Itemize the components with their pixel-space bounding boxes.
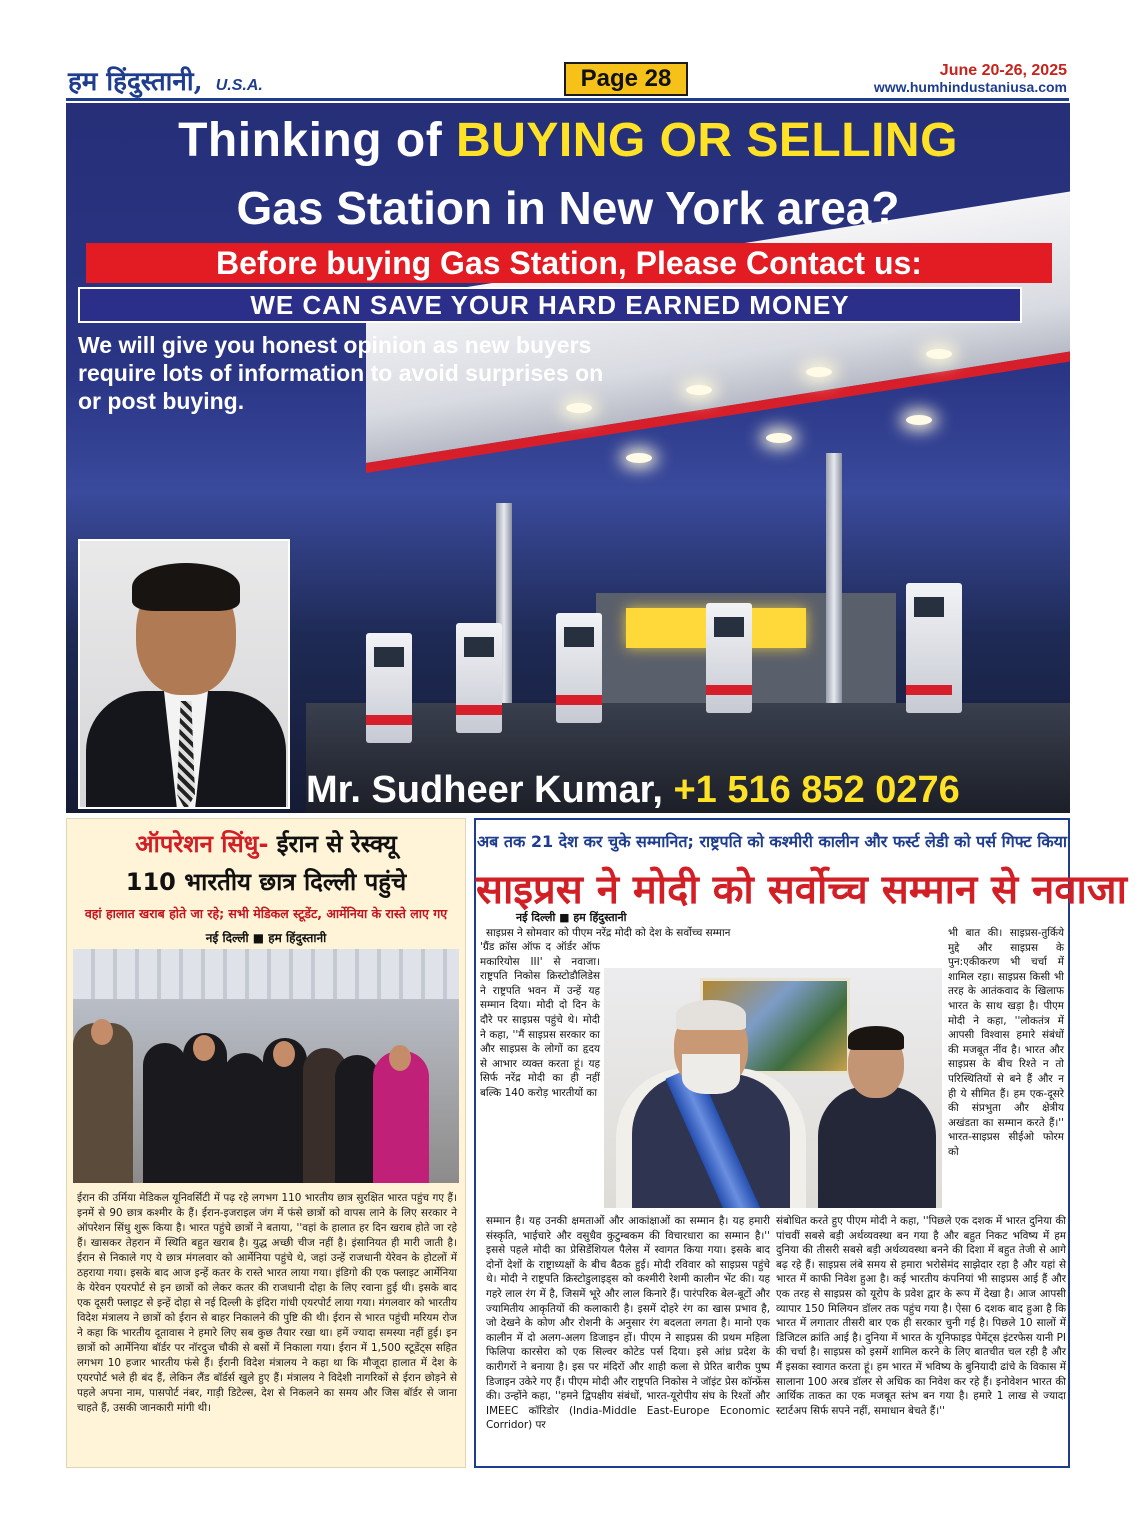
ad-headline-line1 (66, 113, 1070, 168)
president-hair (848, 1026, 904, 1050)
gas-station-advertisement (66, 103, 1070, 813)
canopy-light (686, 385, 712, 395)
canopy-light (766, 433, 792, 443)
masthead (0, 0, 1135, 100)
ad-headline-line2: Gas Station in New York area? (236, 182, 900, 234)
headline-red-part: ऑपरेशन सिंधु- (135, 830, 269, 858)
article-operation-sindhu (66, 818, 466, 1468)
contact-phone[interactable]: +1 516 852 0276 (673, 769, 960, 811)
portrait-hair (132, 563, 240, 611)
canopy-pillar (826, 453, 842, 713)
person-figure (223, 1053, 267, 1183)
person-face (273, 1041, 295, 1067)
ad-contact-banner (86, 243, 1052, 283)
ad-savings-box: WE CAN SAVE YOUR HARD EARNED MONEY (78, 287, 1022, 323)
article-headline: साइप्रस ने मोदी को सर्वोच्च सम्मान से नवाजा (476, 867, 1127, 913)
article-byline: नई दिल्ली ■ हम हिंदुस्तानी (205, 931, 327, 945)
ad-contact-banner-text: Before buying Gas Station, Please Contact us: (216, 245, 922, 281)
students-airport-photo (73, 949, 459, 1183)
article-kicker: अब तक 21 देश कर चुके सम्मानित; राष्ट्रपति को कश्मीरी कालीन और फर्स्ट लेडी को पर्स गिफ्ट किया (476, 832, 1068, 851)
canopy-light (926, 349, 952, 359)
article-cyprus-honour (474, 818, 1127, 1468)
advertiser-portrait (78, 539, 290, 809)
article-right-column: भी बात की। साइप्रस-तुर्किये मुद्दे और साइप्रस के पुन:एकीकरण भी चर्चा में शामिल रहा। साइप्रस किसी भी तरह के आतंकवाद के खिलाफ भारत के साथ खड़ा है। पीएम मोदी ने कहा, ''लोकतंत्र में आपसी विश्वास हमारे संबंधों की मजबूत नींव है। भारत और साइप्रस के बीच रिश्ते न तो परिस्थितियों से बने हैं और न ही ये सीमित हैं। हम एक-दूसरे की संप्रभुता और क्षेत्रीय अखंडता का सम्मान करते हैं।'' भारत-साइप्रस सीईओ फोरम को (948, 927, 1064, 1158)
canopy-light (906, 415, 932, 425)
masthead-meta (874, 62, 1067, 96)
brand-suffix: U.S.A. (215, 77, 263, 94)
person-figure (73, 1023, 133, 1183)
ad-headline-prefix: Thinking of (178, 114, 443, 167)
headline-black-part: ईरान से रेस्क्यू (276, 830, 397, 858)
article-body: ईरान की उर्मिया मेडिकल यूनिवर्सिटी में पढ़ रहे लगभग 110 भारतीय छात्र सुरक्षित भारत पहुंच गए हैं। इनमें से 90 छात्र कश्मीर के हैं। ईरान-इजराइल जंग में फंसे छात्रों को वापस लाने के लिए सरकार ने ऑपरेशन सिंधु शुरू किया है। भारत पहुंचे छात्रों ने बताया, ''वहां के हालात हर दिन खराब होते जा रहे हैं। खासकर तेहरान में स्थिति बहुत खराब है। युद्ध अच्छी चीज नहीं है। इंसानियत ही मारी जाती है। ईरान से निकाले गए ये छात्र मंगलवार को आर्मेनिया पहुंचे थे, जहां उन्हें राजधानी येरेवन के होटलों में ठहराया गया। इसके बाद आज इन्हें कतर के रास्ते भारत लाया गया। इंडिगो की एक फ्लाइट आर्मेनिया के येरेवन एयरपोर्ट से इन छात्रों को लेकर कतर की राजधानी दोहा के लिए रवाना हुई थी। इसके बाद एक दूसरी फ्लाइट से इन्हें दोहा से नई दिल्ली के इंदिरा गांधी एयरपोर्ट लाया गया। मंगलवार को भारतीय विदेश मंत्रालय ने छात्रों को ईरान से बाहर निकालने की पुष्टि की थी। ईरान से भारत पहुंची मरियम रोज ने कहा कि भारतीय दूतावास ने हमारे लिए सब कुछ तैयार रखा था। हमें ज्यादा समस्या नहीं हुई। इन छात्रों को आर्मेनिया बॉर्डर पर नॉरदुज चौकी से बसों में निकाला गया। ईरान में 1,500 स्टूडेंट्स सहित लगभग 10 हजार भारतीय फंसे हैं। ईरानी विदेश मंत्रालय ने कहा था कि मौजूदा हालात में देश के एयरपोर्ट भले ही बंद हैं, लेकिन लैंड बॉर्डर्स खुले हुए हैं। मंत्रालय ने विदेशी नागरिकों से ईरान छोड़ने से पहले अपना नाम, पासपोर्ट नंबर, गाड़ी डिटेल्स, देश से निकलने का समय और जिस बॉर्डर से जाना चाहते हैं, उसकी जानकारी मांगी थी। (77, 1192, 457, 1414)
modi-hair (676, 1000, 746, 1030)
ad-contact-line (306, 767, 1066, 813)
newspaper-brand (68, 62, 263, 98)
fuel-pump (456, 623, 502, 733)
canopy-light (626, 453, 652, 463)
person-face (193, 1035, 215, 1061)
article-deck: वहां हालात खराब होते जा रहे; सभी मेडिकल स्टूडेंट, आर्मेनिया के रास्ते लाए गए (84, 906, 448, 921)
airport-ceiling (73, 949, 459, 999)
article-byline: नई दिल्ली ■ हम हिंदुस्तानी (516, 911, 627, 924)
fuel-pump (706, 603, 752, 713)
contact-name: Mr. Sudheer Kumar, (306, 769, 663, 811)
issue-date: June 20-26, 2025 (939, 62, 1067, 79)
person-figure (143, 1043, 187, 1183)
article-headline (67, 827, 465, 860)
president-figure (818, 1086, 936, 1208)
modi-cyprus-president-photo (604, 968, 942, 1208)
fuel-pump (906, 583, 962, 713)
article-bottom-left: सम्मान है। यह उनकी क्षमताओं और आकांक्षाओं का सम्मान है। यह हमारी संस्कृति, भाईचारे और वसुधैव कुटुम्बकम की विचारधारा का सम्मान है।'' इससे पहले मोदी का प्रेसिडेंशियल पैलेस में स्वागत किया गया। इसके बाद दोनों देशों के राष्ट्राध्यक्षों के बीच बैठक हुई। मोदी रविवार को साइप्रस पहुंचे थे। मोदी ने राष्ट्रपति क्रिस्टोडुलाइड्स को कश्मीरी रेशमी कालीन भेंट की। यह गहरे लाल रंग में है, जिसमें भूरे और लाल किनारे हैं। पारंपरिक बेल-बूटों और ज्यामितीय आकृतियों की कलाकारी है। इसमें दोहरे रंग का खास प्रभाव है, जो देखने के कोण और रोशनी के अनुसार रंग बदलता लगता है। मानो एक कालीन में दो अलग-अलग डिजाइन हों। पीएम ने साइप्रस की प्रथम महिला फिलिपा कारसेरा को एक सिल्वर कोटेड पर्स दिया। इसे आंध्र प्रदेश के कारीगरों ने बनाया है। इस पर मंदिरों और शाही कला से प्रेरित बारीक पुष्प डिजाइन उकेरे गए हैं। पीएम मोदी और राष्ट्रपति निकोस ने जॉइंट प्रेस कॉन्फ्रेंस की। उन्होंने कहा, ''हमने द्विपक्षीय संबंधों, भारत-यूरोपीय संघ के रिश्तों और IMEEC कॉरिडोर (India-Middle East-Europe Economic Corridor) पर (486, 1215, 770, 1432)
page-number-badge: Page 28 (564, 62, 688, 96)
article-bottom-right: संबोधित करते हुए पीएम मोदी ने कहा, ''पिछले एक दशक में भारत दुनिया की पांचवीं सबसे बड़ी अर्थव्यवस्था बन गया है और बहुत निकट भविष्य में हम दुनिया की तीसरी सबसे बड़ी अर्थव्यवस्था बनने की दिशा में बहुत तेजी से आगे बढ़ रहे हैं। साइप्रस लंबे समय से हमारा भरोसेमंद साझेदार रहा है और यहां से भारत में काफी निवेश हुआ है। कई भारतीय कंपनियां भी साइप्रस आई हैं और एक तरह से साइप्रस को यूरोप के प्रवेश द्वार के रूप में देखा है। आज आपसी व्यापार 150 मिलियन डॉलर तक पहुंच गया है। ऐसा 6 दशक बाद हुआ है कि भारत में लगातार तीसरी बार एक ही सरकार चुनी गई है। पिछले 10 सालों में डिजिटल क्रांति आई है। दुनिया में भारत के यूनिफाइड पेमेंट्स इंटरफेस यानी PI की चर्चा है। साइप्रस को इसमें शामिल करने के लिए बातचीत चल रही है और मैं इसका स्वागत करता हूं। हम भारत में भविष्य के बुनियादी ढांचे के विकास में सालाना 100 अरब डॉलर से अधिक का निवेश कर रहे हैं। इनोवेशन भारत की आर्थिक ताकत का एक मजबूत स्तंभ बन गया है। हमारे 1 लाख से ज्यादा स्टार्टअप सिर्फ सपने नहीं, समाधान बेचते हैं।'' (776, 1215, 1066, 1417)
person-face (91, 1019, 113, 1045)
brand-name: हम हिंदुस्तानी, (68, 67, 203, 97)
canopy-light (806, 367, 832, 377)
masthead-rule (66, 98, 1069, 101)
fuel-pump (556, 613, 602, 723)
person-face (389, 1045, 411, 1071)
article-headline-line2: 110 भारतीय छात्र दिल्ली पहुंचे (125, 868, 407, 896)
website-link[interactable]: www.humhindustaniusa.com (873, 79, 1067, 95)
article-left-column: 'ग्रैंड क्रॉस ऑफ द ऑर्डर ऑफ मकारियोस III' से नवाजा। राष्ट्रपति निकोस क्रिस्टोडौलिडेस ने राष्ट्रपति भवन में उन्हें यह सम्मान दिया। मोदी दो दिन के दौरे पर साइप्रस पहुंचे थे। मोदी ने कहा, ''मैं साइप्रस सरकार का और साइप्रस के लोगों का हृदय से आभार व्यक्त करता हूं। यह सिर्फ नरेंद्र मोदी का ही नहीं बल्कि 140 करोड़ भारतीयों का (480, 941, 600, 1099)
ad-body-copy: We will give you honest opinion as new buyers require lots of information to avoid surprises on or post buying. (78, 332, 604, 414)
ad-headline-highlight: BUYING OR SELLING (456, 114, 958, 167)
article-intro: साइप्रस ने सोमवार को पीएम नरेंद्र मोदी को देश के सर्वोच्च सम्मान (486, 927, 731, 939)
fuel-pump (366, 633, 412, 743)
modi-beard (682, 1054, 740, 1094)
